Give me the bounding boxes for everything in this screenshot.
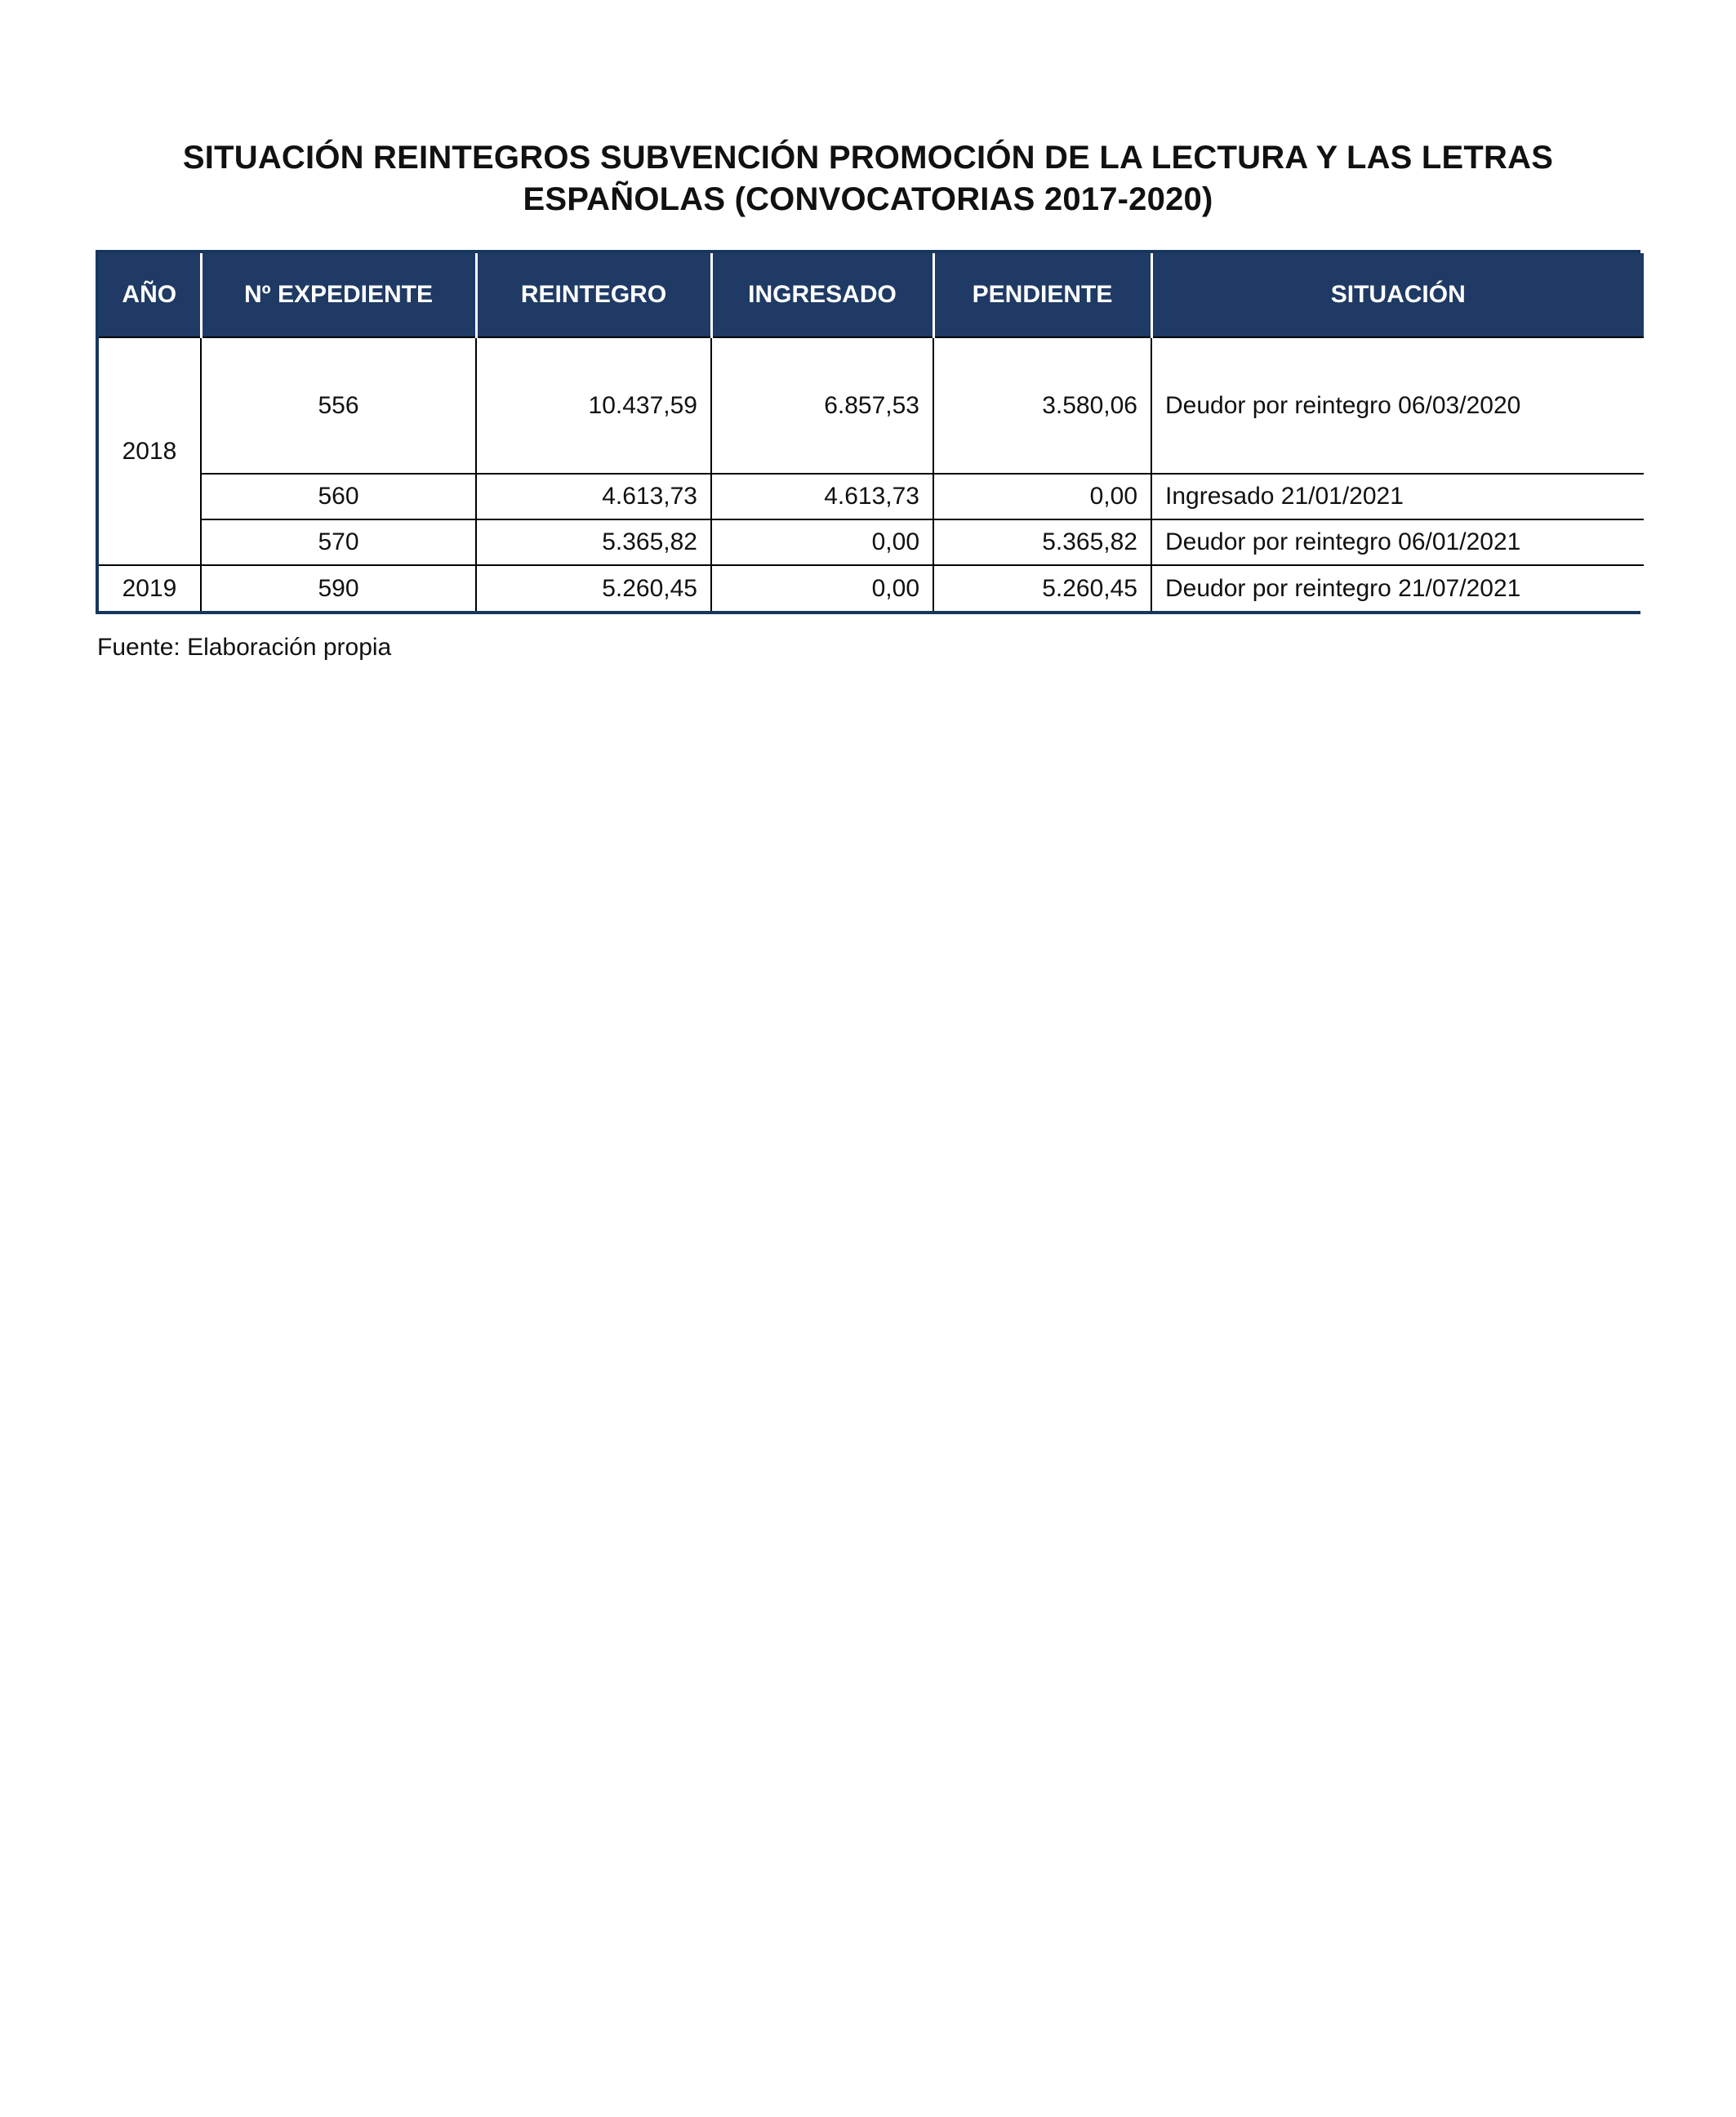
table-row — [99, 519, 1644, 565]
cell-reintegro: 4.613,73 — [476, 474, 711, 519]
cell-ingresado: 0,00 — [711, 519, 933, 565]
page-title-line-2: ESPAÑOLAS (CONVOCATORIAS 2017-2020) — [523, 181, 1213, 218]
column-header-ano: AÑO — [99, 253, 201, 337]
source-note: Fuente: Elaboración propia — [97, 634, 392, 662]
cell-ano: 2018 — [99, 337, 201, 565]
cell-ingresado: 0,00 — [711, 565, 933, 611]
page-title-line-1: SITUACIÓN REINTEGROS SUBVENCIÓN PROMOCIÓN DE LA LECTURA Y LAS LETRAS — [182, 140, 1554, 176]
table-row — [99, 474, 1644, 519]
cell-expediente: 570 — [201, 519, 476, 565]
column-header-expediente: Nº EXPEDIENTE — [201, 253, 476, 337]
cell-situacion: Deudor por reintegro 06/03/2020 — [1151, 337, 1644, 474]
cell-reintegro: 5.260,45 — [476, 565, 711, 611]
page-title — [114, 137, 1622, 221]
cell-expediente: 590 — [201, 565, 476, 611]
cell-pendiente: 3.580,06 — [933, 337, 1151, 474]
cell-pendiente: 5.365,82 — [933, 519, 1151, 565]
cell-situacion: Deudor por reintegro 21/07/2021 — [1151, 565, 1644, 611]
table-header-row — [99, 253, 1644, 337]
cell-ingresado: 6.857,53 — [711, 337, 933, 474]
table-header — [99, 253, 1644, 337]
table-row — [99, 565, 1644, 611]
column-header-ingresado: INGRESADO — [711, 253, 933, 337]
table-body — [99, 337, 1644, 611]
column-header-reintegro: REINTEGRO — [476, 253, 711, 337]
cell-expediente: 556 — [201, 337, 476, 474]
cell-situacion: Deudor por reintegro 06/01/2021 — [1151, 519, 1644, 565]
cell-ano: 2019 — [99, 565, 201, 611]
cell-expediente: 560 — [201, 474, 476, 519]
reintegros-table — [99, 253, 1644, 611]
column-header-pendiente: PENDIENTE — [933, 253, 1151, 337]
table-row — [99, 337, 1644, 474]
reintegros-table-container — [96, 250, 1640, 614]
cell-reintegro: 5.365,82 — [476, 519, 711, 565]
cell-situacion: Ingresado 21/01/2021 — [1151, 474, 1644, 519]
cell-reintegro: 10.437,59 — [476, 337, 711, 474]
cell-ingresado: 4.613,73 — [711, 474, 933, 519]
column-header-situacion: SITUACIÓN — [1151, 253, 1644, 337]
cell-pendiente: 5.260,45 — [933, 565, 1151, 611]
cell-pendiente: 0,00 — [933, 474, 1151, 519]
